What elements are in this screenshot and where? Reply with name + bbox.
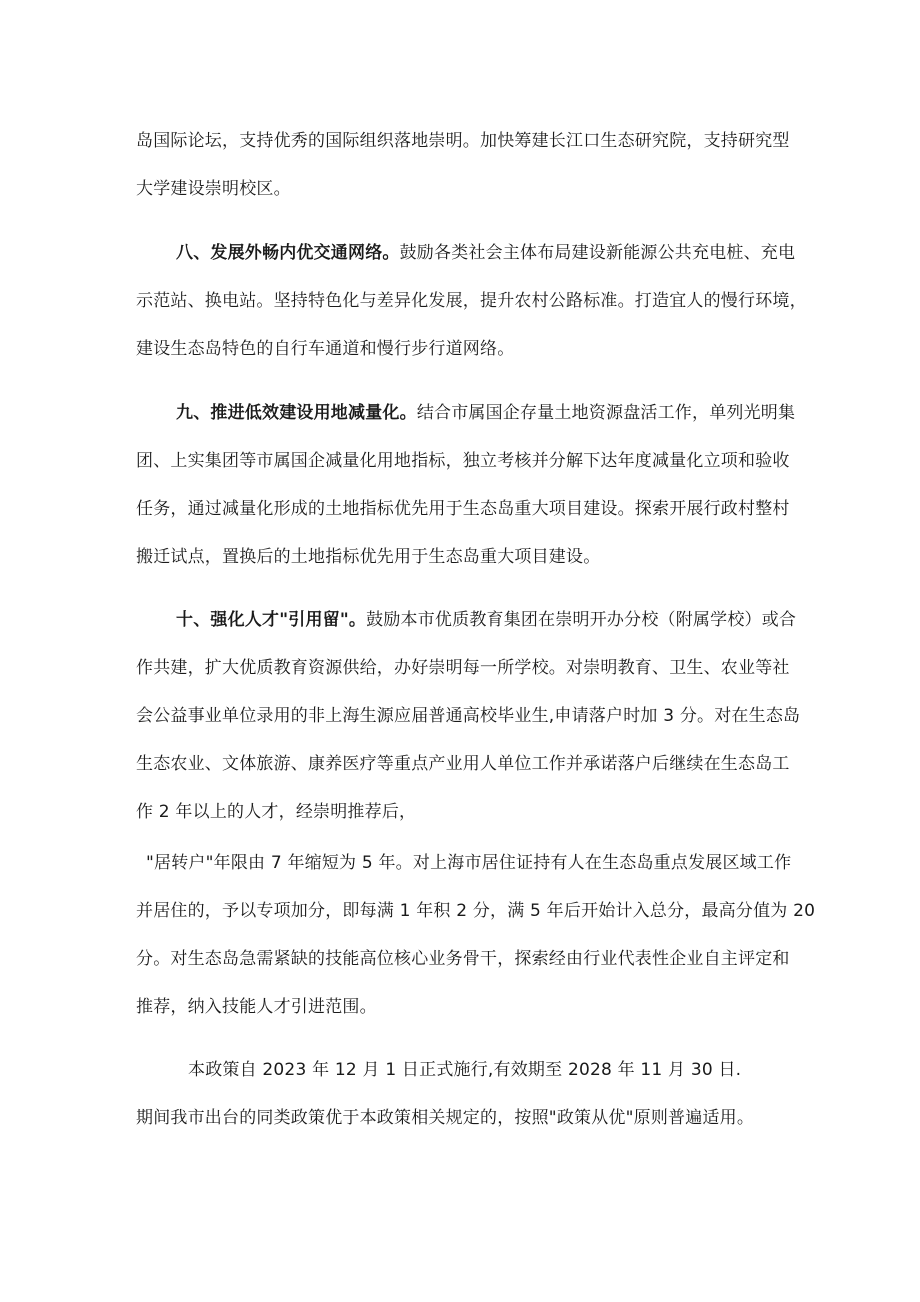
closing-line-1: 本政策自 2023 年 12 月 1 日正式施行,有效期至 2028 年 11 月 30 日.: [188, 1060, 742, 1080]
item10-line-3: 会公益事业单位录用的非上海生源应届普通高校毕业生,申请落户时加 3 分。对在生态岛: [136, 706, 801, 726]
item9-line-3: 任务，通过减量化形成的土地指标优先用于生态岛重大项目建设。探索开展行政村整村: [136, 499, 790, 519]
item9-line1-text: 结合市属国企存量土地资源盘活工作，单列光明集: [416, 403, 796, 423]
item10-line-8: 分。对生态岛急需紧缺的技能高位核心业务骨干，探索经由行业代表性企业自主评定和: [136, 949, 790, 969]
item8-line-2: 示范站、换电站。坚持特色化与差异化发展，提升农村公路标准。打造宜人的慢行环境，: [136, 291, 807, 311]
item9-line-2: 团、上实集团等市属国企减量化用地指标，独立考核并分解下达年度减量化立项和验收: [136, 451, 790, 471]
item10-line-6: "居转户"年限由 7 年缩短为 5 年。对上海市居住证持有人在生态岛重点发展区域工作: [146, 853, 792, 873]
item10-line-2: 作共建，扩大优质教育资源供给，办好崇明每一所学校。对崇明教育、卫生、农业等社: [136, 658, 790, 678]
closing-line-2: 期间我市出台的同类政策优于本政策相关规定的，按照"政策从优"原则普遍适用。: [136, 1108, 755, 1128]
item9-heading: 九、推进低效建设用地减量化。: [176, 403, 417, 423]
item10-line-5: 作 2 年以上的人才，经崇明推荐后，: [136, 802, 417, 822]
intro-line-2: 大学建设崇明校区。: [136, 179, 291, 199]
item10-heading: 十、强化人才"引用留"。: [176, 610, 367, 630]
item10-line-4: 生态农业、文体旅游、康养医疗等重点产业用人单位工作并承诺落户后继续在生态岛工: [136, 754, 790, 774]
item10-line-9: 推荐，纳入技能人才引进范围。: [136, 997, 377, 1017]
intro-line-1: 岛国际论坛，支持优秀的国际组织落地崇明。加快筹建长江口生态研究院，支持研究型: [136, 131, 790, 151]
item8-heading: 八、发展外畅内优交通网络。: [176, 243, 400, 263]
item8-line-1: [176, 242, 796, 264]
item9-line-1: [176, 402, 796, 424]
item8-line1-text: 鼓励各类社会主体布局建设新能源公共充电桩、充电: [399, 243, 796, 263]
item10-line-1: [176, 609, 797, 631]
item10-line1-text: 鼓励本市优质教育集团在崇明开办分校（附属学校）或合: [366, 610, 797, 630]
item10-line-7: 并居住的，予以专项加分，即每满 1 年积 2 分，满 5 年后开始计入总分，最高分值为 20: [136, 901, 816, 921]
item9-line-4: 搬迁试点，置换后的土地指标优先用于生态岛重大项目建设。: [136, 547, 601, 567]
item8-line-3: 建设生态岛特色的自行车通道和慢行步行道网络。: [136, 339, 515, 359]
